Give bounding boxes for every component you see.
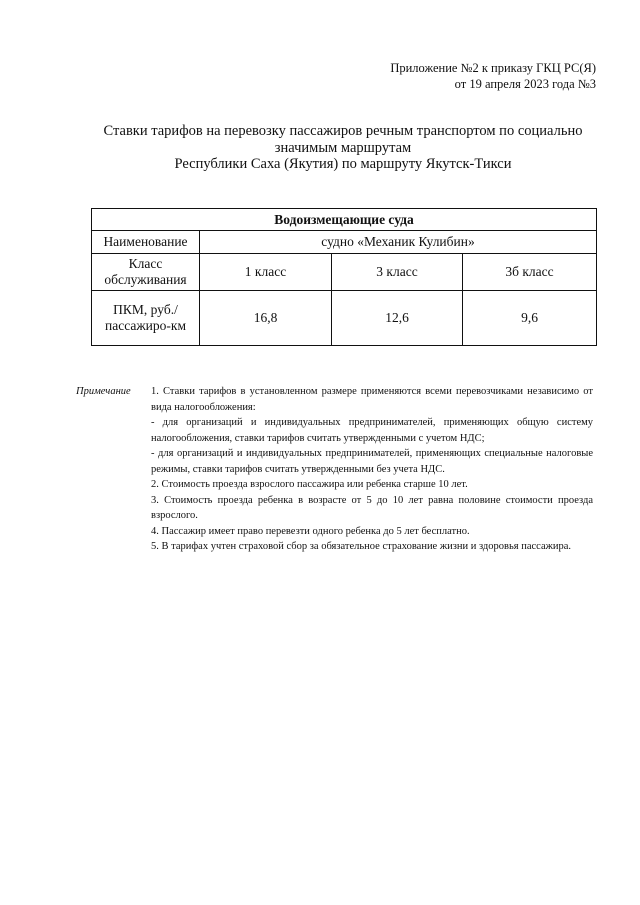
- class-cell-2: 3 класс: [332, 254, 463, 291]
- note-item: - для организаций и индивидуальных предпринимателей, применяющих общую систему налогообложения, ставки тарифов считать утвержденными с учетом НДС;: [151, 417, 593, 444]
- document-title: [70, 123, 616, 173]
- title-line-3: Республики Саха (Якутия) по маршруту Якутск-Тикси: [174, 156, 512, 172]
- note-item: 4. Пассажир имеет право перевезти одного ребенка до 5 лет бесплатно.: [151, 525, 470, 537]
- name-label-cell: Наименование: [92, 231, 200, 254]
- class-label-cell: Класс обслуживания: [92, 254, 200, 291]
- note-item: 5. В тарифах учтен страховой сбор за обязательное страхование жизни и здоровья пассажира.: [151, 541, 572, 552]
- class-cell-1: 1 класс: [200, 254, 332, 291]
- tariff-table: [91, 208, 597, 346]
- price-label-cell: ПКМ, руб./пассажиро-км: [92, 291, 200, 346]
- class-cell-3: 3б класс: [463, 254, 597, 291]
- table-header-cell: Водоизмещающие суда: [92, 209, 597, 231]
- note-item: 3. Стоимость проезда ребенка в возрасте от 5 до 10 лет равна половине стоимости проезда взрослого.: [151, 494, 593, 521]
- table-row: [92, 291, 597, 346]
- note-item: - для организаций и индивидуальных предпринимателей, применяющих специальные налоговые режимы, ставки тарифов считать утвержденными без учета НДС.: [151, 448, 593, 475]
- notes-body: [151, 384, 593, 555]
- title-line-2: значимым маршрутам: [274, 139, 412, 156]
- appendix-line-2: от 19 апреля 2023 года №3: [454, 76, 596, 91]
- price-cell-2: 12,6: [332, 291, 463, 346]
- note-item: 2. Стоимость проезда взрослого пассажира или ребенка старше 10 лет.: [151, 479, 468, 490]
- price-cell-1: 16,8: [200, 291, 332, 346]
- table-row: [92, 231, 597, 254]
- price-cell-3: 9,6: [463, 291, 597, 346]
- title-line-1: Ставки тарифов на перевозку пассажиров речным транспортом по социально: [103, 123, 583, 139]
- vessel-name-cell: судно «Механик Кулибин»: [200, 231, 597, 254]
- appendix-reference: [390, 61, 596, 92]
- notes-label: Примечание: [76, 386, 131, 397]
- table-row: [92, 254, 597, 291]
- table-header-row: [92, 209, 597, 231]
- note-item: 1. Ставки тарифов в установленном размере применяются всеми перевозчиками независимо от вида налогообложения:: [151, 386, 593, 413]
- appendix-line-1: Приложение №2 к приказу ГКЦ РС(Я): [390, 61, 596, 75]
